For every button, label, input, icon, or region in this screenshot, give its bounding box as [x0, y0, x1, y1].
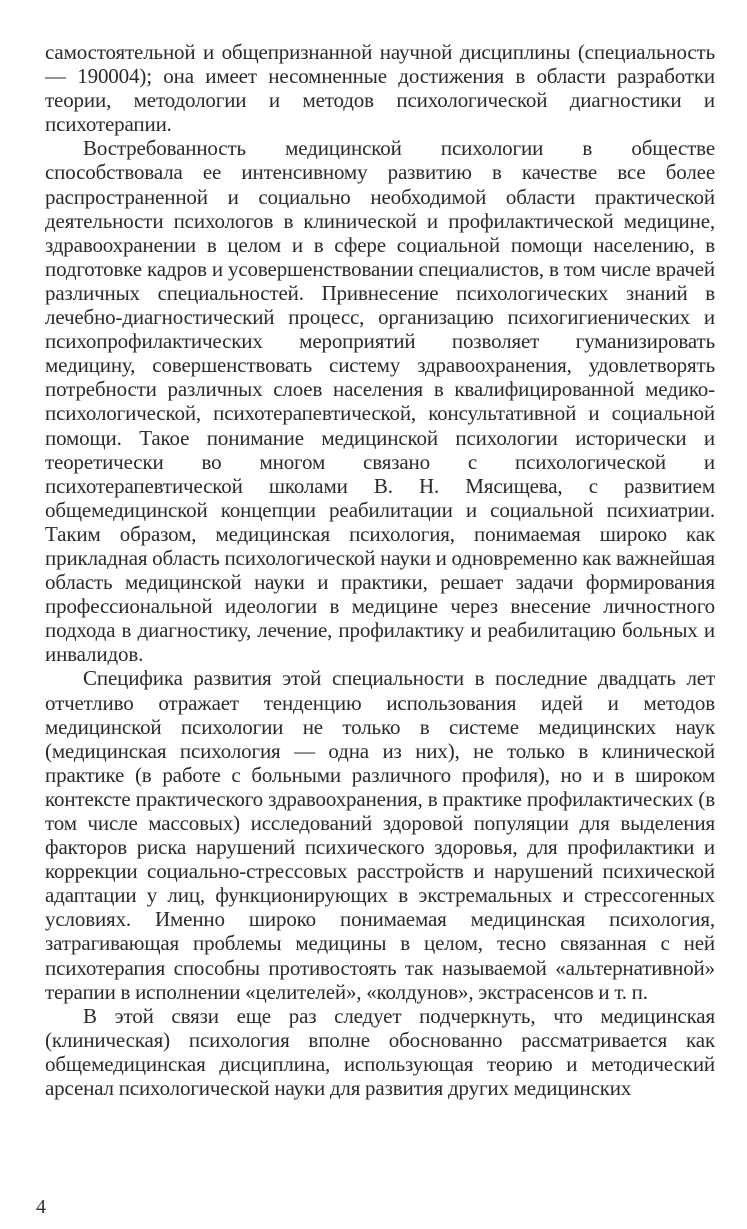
paragraph-3: Специфика развития этой специальности в последние двадцать лет отчетливо отражает тенденцию использования идей и методов медицинской психологии не только в системе медицинских наук (медицинская психология — одна из них), не только в клинической практике (в работе с больными различного профиля), но и в широком контексте практического здравоохранения, в практике профилактических (в том числе массовых) исследований здоровой популяции для выделения факторов риска нарушений психического здоровья, для профилактики и коррекции социально-стрессовых расстройств и нарушений психической адаптации у лиц, функционирующих в экстремальных и стрессогенных условиях. Именно широко понимаемая медицинская психология, затрагивающая проблемы медицины в целом, тесно связанная с ней психотерапия способны противостоять так называемой «альтернативной» терапии в исполнении «целителей», «колдунов», экстрасенсов и т. п. — [45, 666, 715, 1004]
paragraph-4: В этой связи еще раз следует подчеркнуть, что медицинская (клиническая) психология вполне обоснованно рассматривается как общемедицинская дисциплина, использующая теорию и методический арсенал психологической науки для развития других медицинских — [45, 1003, 715, 1101]
paragraph-2: Востребованность медицинской психологии в обществе способствовала ее интенсивному развитию в качестве все более распространенной и социально необходимой области практической деятельности психологов в клинической и профилактической медицине, здравоохранении в целом и в сфере социальной помощи населению, в подготовке кадров и усовершенствовании специалистов, в том числе врачей различных специальностей. Привнесение психологических знаний в лечебно-диагностический процесс, организацию психогигиенических и психопрофилактических мероприятий позволяет гуманизировать медицину, совершенствовать систему здравоохранения, удовлетворять потребности различных слоев населения в квалифицированной медико-психологической, психотерапевтической, консультативной и социальной помощи. Такое понимание медицинской психологии исторически и теоретически во многом связано с психологической и психотерапевтической школами В. Н. Мясищева, с развитием общемедицинской концепции реабилитации и социальной психиатрии. Таким образом, медицинская психология, понимаемая широко как прикладная область психологической науки и одновременно как важнейшая область медицинской науки и практики, решает задачи формирования профессиональной идеологии в медицине через внесение личностного подхода в диагностику, лечение, профилактику и реабилитацию больных и инвалидов. — [45, 136, 716, 667]
paragraph-1: самостоятельной и общепризнанной научной дисциплины (специальность — 190004); она имеет несомненные достижения в области разработки теории, методологии и методов психологической диагностики и психотерапии. — [45, 40, 715, 137]
page-number: 4 — [36, 1196, 46, 1218]
page-body — [45, 40, 715, 1100]
